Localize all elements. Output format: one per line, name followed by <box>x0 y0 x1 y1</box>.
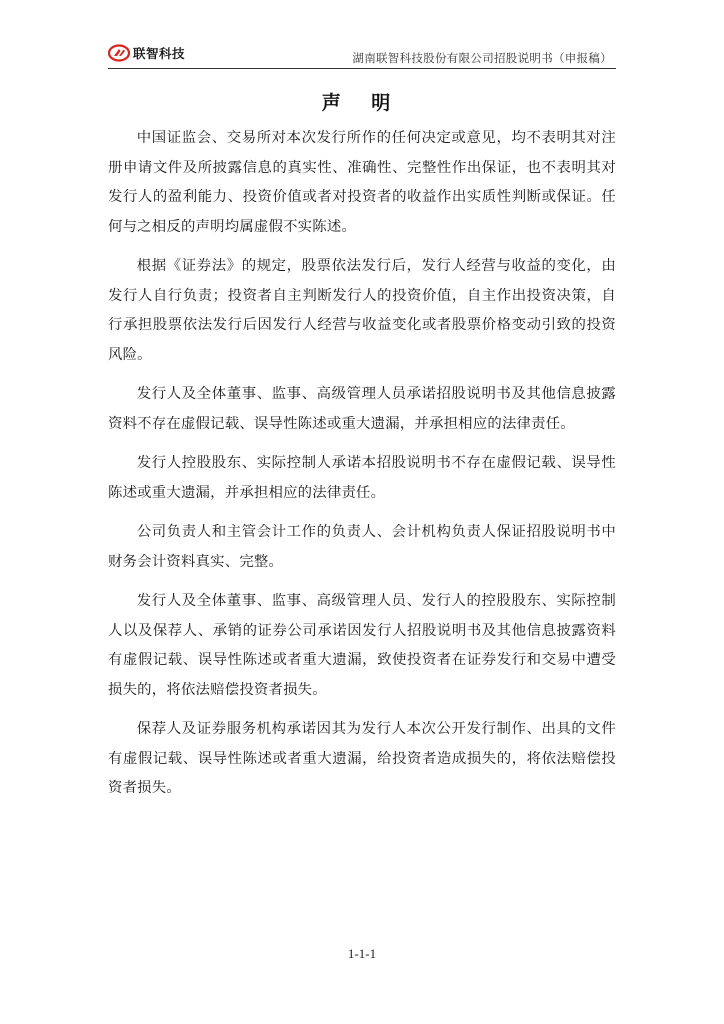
page-header <box>108 40 616 69</box>
company-logo-icon <box>108 44 130 62</box>
company-logo <box>108 43 185 63</box>
page-number: 1-1-1 <box>347 946 377 961</box>
paragraph: 发行人及全体董事、监事、高级管理人员承诺招股说明书及其他信息披露资料不存在虚假记载、误导性陈述或重大遗漏，并承担相应的法律责任。 <box>108 386 616 432</box>
paragraph: 中国证监会、交易所对本次发行所作的任何决定或意见，均不表明其对注册申请文件及所披露信息的真实性、准确性、完整性作出保证，也不表明其对发行人的盈利能力、投资价值或者对投资者的收益作出实质性判断或保证。任何与之相反的声明均属虚假不实陈述。 <box>108 130 616 235</box>
statement-body <box>108 124 616 814</box>
document-title: 湖南联智科技股份有限公司招股说明书（申报稿） <box>352 51 612 65</box>
paragraph: 公司负责人和主管会计工作的负责人、会计机构负责人保证招股说明书中财务会计资料真实、完整。 <box>108 524 616 570</box>
paragraph: 根据《证券法》的规定，股票依法发行后，发行人经营与收益的变化，由发行人自行负责；投资者自主判断发行人的投资价值，自主作出投资决策，自行承担股票依法发行后因发行人经营与收益变化或者股票价格变动引致的投资风险。 <box>108 258 616 363</box>
logo-text: 联智科技 <box>133 46 186 61</box>
paragraph: 发行人及全体董事、监事、高级管理人员、发行人的控股股东、实际控制人以及保荐人、承销的证券公司承诺因发行人招股说明书及其他信息披露资料有虚假记载、误导性陈述或者重大遗漏，致使投资者在证券发行和交易中遭受损失的，将依法赔偿投资者损失。 <box>108 593 616 698</box>
page-title: 声 明 <box>321 92 403 114</box>
paragraph: 保荐人及证券服务机构承诺因其为发行人本次公开发行制作、出具的文件有虚假记载、误导性陈述或者重大遗漏，给投资者造成损失的，将依法赔偿投资者损失。 <box>108 721 616 796</box>
paragraph: 发行人控股股东、实际控制人承诺本招股说明书不存在虚假记载、误导性陈述或重大遗漏，并承担相应的法律责任。 <box>108 455 616 501</box>
